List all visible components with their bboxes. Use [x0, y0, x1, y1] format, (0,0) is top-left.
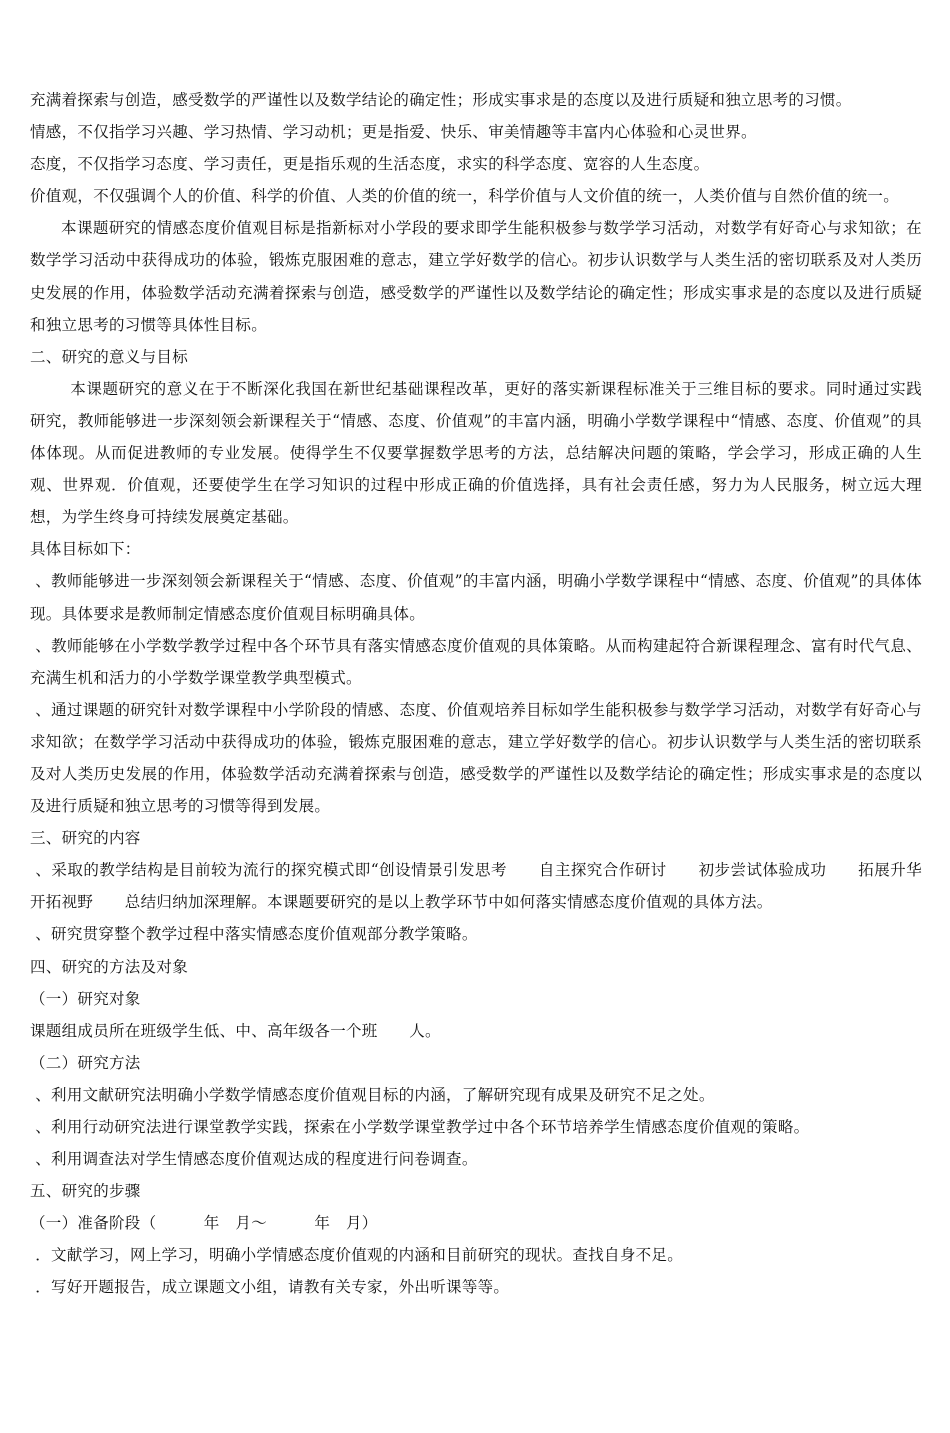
list-item: 、通过课题的研究针对数学课程中小学阶段的情感、态度、价值观培养目标如学生能积极参与数学学习活动，对数学有好奇心与求知欲；在数学学习活动中获得成功的体验，锻炼克服困难的意志，建立学好数学的信心。初步认识数学与人类生活的密切联系及对人类历史发展的作用，体验数学活动充满着探索与创造，感受数学的严谨性以及数学结论的确定性；形成实事求是的态度以及进行质疑和独立思考的习惯等得到发展。: [30, 700, 922, 816]
paragraph: 态度，不仅指学习态度、学习责任，更是指乐观的生活态度，求实的科学态度、宽容的人生态度。: [30, 155, 710, 174]
document-page: [30, 84, 922, 1304]
paragraph: 充满着探索与创造，感受数学的严谨性以及数学结论的确定性；形成实事求是的态度以及进行质疑和独立思考的习惯。: [30, 91, 852, 109]
list-item: 、教师能够在小学数学教学过程中各个环节具有落实情感态度价值观的具体策略。从而构建起符合新课程理念、富有时代气息、充满生机和活力的小学数学课堂教学典型模式。: [30, 636, 922, 687]
list-item: ．写好开题报告，成立课题文小组，请教有关专家，外出听课等等。: [30, 1278, 510, 1297]
paragraph: 本课题研究的意义在于不断深化我国在新世纪基础课程改革，更好的落实新课程标准关于三维目标的要求。同时通过实践研究，教师能够进一步深刻领会新课程关于“情感、态度、价值观”的丰富内涵，明确小学数学课程中“情感、态度、价值观”的具体体现。从而促进教师的专业发展。使得学生不仅要掌握数学思考的方法，总结解决问题的策略，学会学习，形成正确的人生观、世界观．价值观，还要使学生在学习知识的过程中形成正确的价值选择，具有社会责任感，努力为人民服务，树立远大理想，为学生终身可持续发展奠定基础。: [30, 379, 922, 527]
paragraph: 情感，不仅指学习兴趣、学习热情、学习动机；更是指爱、快乐、审美情趣等丰富内心体验和心灵世界。: [30, 123, 757, 142]
list-item: 、利用调查法对学生情感态度价值观达成的程度进行问卷调查。: [30, 1150, 478, 1169]
section-heading: 五、研究的步骤: [30, 1182, 141, 1201]
paragraph: 课题组成员所在班级学生低、中、高年级各一个班 人。: [30, 1021, 441, 1040]
list-item: 、利用行动研究法进行课堂教学实践，探索在小学数学课堂教学过中各个环节培养学生情感态度价值观的策略。: [30, 1118, 810, 1136]
paragraph: 价值观，不仅强调个人的价值、科学的价值、人类的价值的统一，科学价值与人文价值的统一，人类价值与自然价值的统一。: [30, 187, 900, 206]
list-item: ．文献学习，网上学习，明确小学情感态度价值观的内涵和目前研究的现状。查找自身不足。: [30, 1246, 684, 1265]
section-heading: 三、研究的内容: [30, 829, 141, 848]
list-item: 、教师能够进一步深刻领会新课程关于“情感、态度、价值观”的丰富内涵，明确小学数学课程中“情感、态度、价值观”的具体体现。具体要求是教师制定情感态度价值观目标明确具体。: [30, 572, 922, 623]
section-heading: 四、研究的方法及对象: [30, 957, 189, 976]
list-item: 、研究贯穿整个教学过程中落实情感态度价值观部分教学策略。: [30, 925, 478, 944]
paragraph: 本课题研究的情感态度价值观目标是指新标对小学段的要求即学生能积极参与数学学习活动，对数学有好奇心与求知欲；在数学学习活动中获得成功的体验，锻炼克服困难的意志，建立学好数学的信心。初步认识数学与人类生活的密切联系及对人类历史发展的作用，体验数学活动充满着探索与创造，感受数学的严谨性以及数学结论的确定性；形成实事求是的态度以及进行质疑和独立思考的习惯等具体性目标。: [30, 219, 922, 334]
subsection-heading: （一）准备阶段（ 年 月～ 年 月）: [30, 1214, 378, 1233]
paragraph: 具体目标如下：: [30, 540, 141, 559]
subsection-heading: （二）研究方法: [30, 1053, 141, 1072]
subsection-heading: （一）研究对象: [30, 989, 141, 1008]
list-item: 、利用文献研究法明确小学数学情感态度价值观目标的内涵，了解研究现有成果及研究不足之处。: [30, 1085, 715, 1104]
section-heading: 二、研究的意义与目标: [30, 347, 189, 366]
list-item: 、采取的教学结构是目前较为流行的探究模式即“创设情景引发思考 自主探究合作研讨 初步尝试体验成功 拓展升华开拓视野 总结归纳加深理解。本课题要研究的是以上教学环节中如何落实情感态度价值观的具体方法。: [30, 861, 922, 912]
